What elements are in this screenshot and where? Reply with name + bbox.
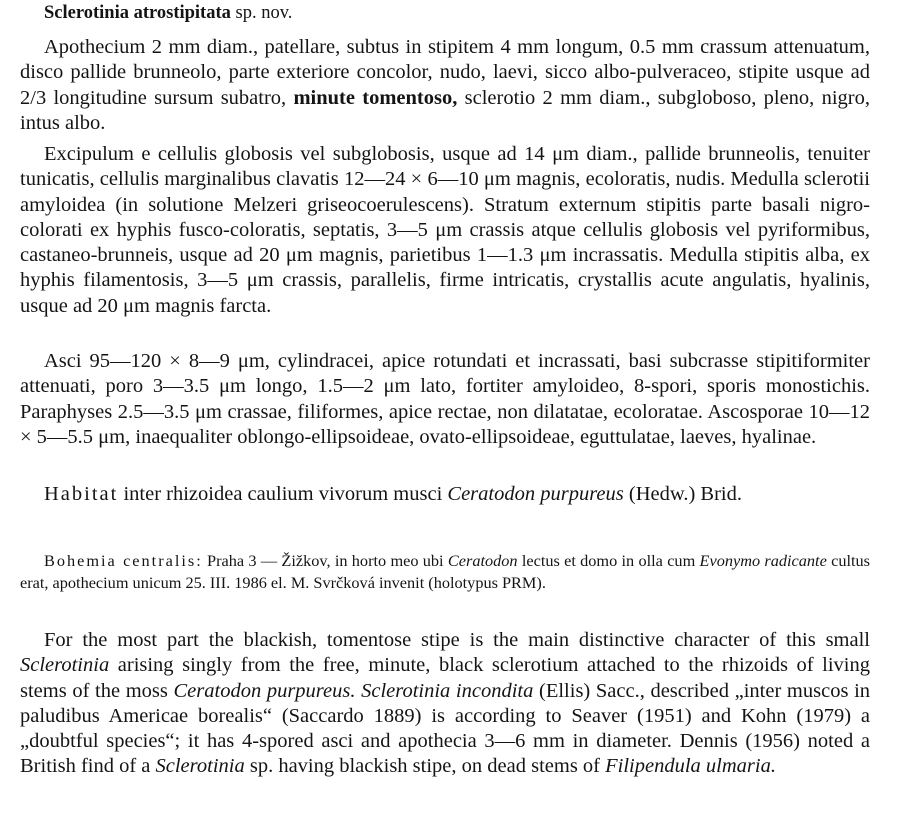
discussion-paragraph — [20, 628, 870, 780]
apothecium-paragraph — [20, 35, 870, 136]
discussion-text-2: arising singly from the free, minute, black sclerotium attached to the rhizoids of living stems of the moss — [20, 654, 870, 702]
species-status: sp. nov. — [235, 3, 293, 23]
locality-text-a: Praha 3 — Žižkov, in horto meo ubi — [207, 551, 444, 570]
locality-italic-1: Ceratodon — [447, 551, 518, 570]
discussion-text-1: For the most part the blackish, tomentose stipe is the main distinctive character of this small — [44, 629, 870, 651]
discussion-italic-2: Ceratodon purpureus. Sclerotinia incondita — [173, 679, 534, 702]
locality-text-c: cultus erat, apothecium unicum 25. III. 1986 el. M. Svrčková invenit (holotypus PRM). — [20, 551, 870, 592]
locality-region: Bohemia centralis: — [44, 551, 203, 570]
discussion-italic-3: Sclerotinia — [155, 755, 245, 778]
habitat-text-a: inter rhizoidea caulium vivorum musci — [123, 483, 443, 505]
locality-italic-2: Evonymo radicante — [699, 551, 827, 570]
locality-paragraph — [20, 550, 870, 593]
apothecium-text-a: Apothecium 2 mm diam., patellare, subtus in stipitem 4 mm longum, 0.5 mm crassum attenuatum, disco pallide brunneolo, parte exteriore concolor, nudo, laevi, sicco albo-pulveraceo, stipite usque ad 2/3 longitudine sursum subatro, — [20, 36, 870, 109]
discussion-italic-4: Filipendula ulmaria. — [605, 755, 776, 778]
habitat-text-b: (Hedw.) Brid. — [628, 483, 742, 505]
apothecium-text-bold: minute tomentoso, — [293, 86, 458, 109]
discussion-italic-1: Sclerotinia — [20, 654, 110, 677]
species-heading — [44, 2, 292, 24]
discussion-text-3: (Ellis) Sacc., described „inter muscos in paludibus Americae borealis“ (Saccardo 1889) is according to Seaver (1951) and Kohn (1979) a „doubtful species“; it has 4-spored asci and apothecia 3—6 mm in diameter. Dennis (1956) noted a British find of a — [20, 679, 871, 778]
apothecium-text-c: sclerotio 2 mm diam., subgloboso, pleno, nigro, intus albo. — [20, 86, 870, 134]
discussion-text-4: sp. having blackish stipe, on dead stems of — [249, 755, 600, 778]
habitat-species: Ceratodon purpureus — [447, 483, 624, 505]
locality-text-b: lectus et domo in olla cum — [521, 551, 696, 570]
asci-paragraph: Asci 95—120 × 8—9 μm, cylindracei, apice rotundati et incrassati, basi subcrasse stipitiformiter attenuati, poro 3—3.5 μm longo, 1.5—2 μm lato, fortiter amyloideo, 8-spori, sporis monostichis. Paraphyses 2.5—3.5 μm crassae, filiformes, apice rectae, non dilatatae, ecoloratae. Ascosporae 10—12 × 5—5.5 μm, inaequaliter oblongo-ellipsoideae, ovato-ellipsoideae, eguttulatae, laeves, hyalinae. — [20, 350, 870, 448]
habitat-paragraph — [20, 482, 870, 507]
excipulum-paragraph: Excipulum e cellulis globosis vel subglobosis, usque ad 14 μm diam., pallide brunneolis, tenuiter tunicatis, cellulis marginalibus clavatis 12—24 × 6—10 μm magnis, ecoloratis, nudis. Medulla sclerotii amyloidea (in solutione Melzeri griseocoerulescens). Stratum externum stipitis parte basali nigro-colorati ex hyphis fusco-coloratis, septatis, 3—5 μm crassis atque cellulis globosis vel pyriformibus, castaneo-brunneis, usque ad 20 μm magnis, parietibus 1—1.3 μm incrassatis. Medulla stipitis alba, ex hyphis filamentosis, 3—5 μm crassis, parallelis, firme intricatis, crystallis acute angulatis, hyalinis, usque ad 20 μm magnis farcta. — [20, 143, 870, 317]
habitat-label: Habitat — [44, 483, 119, 505]
species-name: Sclerotinia atrostipitata — [44, 3, 231, 23]
